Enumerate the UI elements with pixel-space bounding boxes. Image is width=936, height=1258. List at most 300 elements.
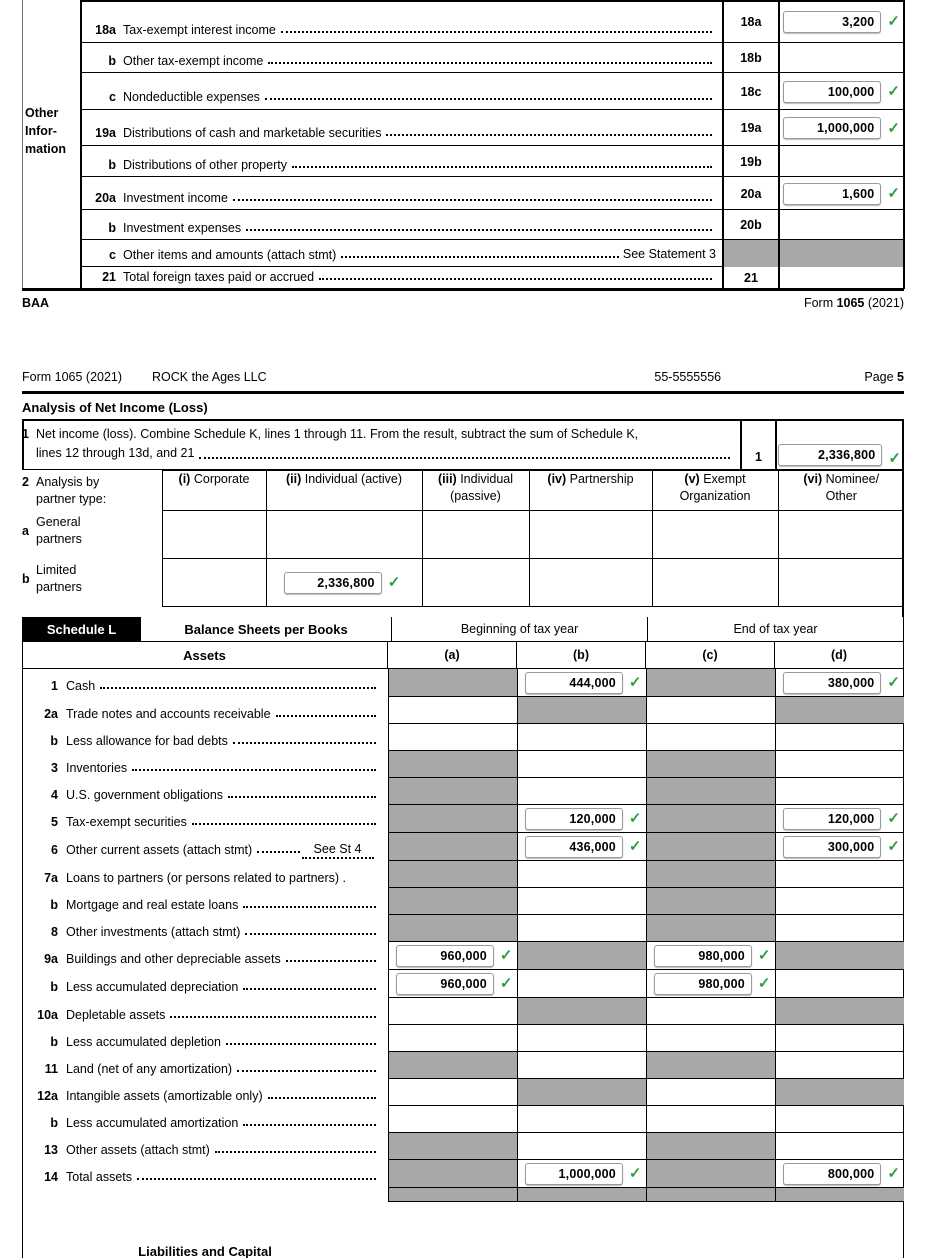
schedule-l-value-cell: [388, 778, 517, 805]
dot-leader: [228, 789, 375, 798]
other-info-amount-cell: [778, 110, 903, 146]
schedule-l-value-cell: [388, 833, 517, 861]
table-row: [22, 1133, 904, 1160]
form-footer-suffix: (2021): [864, 296, 904, 310]
schedule-l-value-cell: [775, 888, 904, 915]
schedule-l-line-number: 11: [44, 1061, 58, 1076]
table-row: [22, 751, 904, 778]
schedule-l-value-cell: [775, 1188, 904, 1202]
other-info-amount-cell: [778, 210, 903, 240]
other-info-line-number: 18a: [95, 23, 116, 37]
analysis-col-header-v: [652, 471, 778, 511]
schedule-l-value-cell: [388, 669, 517, 697]
col-roman-i: (i): [178, 472, 191, 486]
analysis-partner-cell: [162, 559, 266, 607]
other-info-row: [80, 146, 904, 177]
dot-leader: [132, 762, 375, 771]
schedule-l-value-cell: [775, 751, 904, 778]
schedule-l-value-cell: [775, 778, 904, 805]
schedule-l-value-cell: [775, 805, 904, 833]
table-row: [22, 970, 904, 998]
schedule-l-value-cell: [775, 669, 904, 697]
other-info-row: [80, 177, 904, 210]
schedule-l-line-number: 12a: [37, 1088, 58, 1103]
analysis-partner-label-1: General: [36, 514, 81, 529]
other-info-line-code: 19a: [722, 110, 778, 146]
schedule-l-row-label: [22, 861, 388, 888]
schedule-l-row-label: [22, 778, 388, 805]
other-info-line-code: [722, 240, 778, 267]
schedule-l-value-cell: [517, 888, 646, 915]
form-footer-number: 1065: [836, 296, 865, 310]
schedule-l-value-cell: [517, 1079, 646, 1106]
schedule-l-value-cell: [517, 1025, 646, 1052]
amount-input[interactable]: 100,000: [783, 81, 881, 103]
table-row: [22, 1079, 904, 1106]
schedule-l-row-label: [22, 697, 388, 724]
dot-leader: [268, 1090, 376, 1099]
other-info-row-description: [80, 240, 722, 267]
amount-input[interactable]: 120,000: [525, 808, 623, 830]
analysis-partner-rows: [22, 511, 904, 607]
schedule-l-row-label: [22, 1106, 388, 1133]
amount-input[interactable]: 960,000: [396, 973, 494, 995]
header-entity-name: ROCK the Ages LLC: [152, 370, 267, 384]
schedule-l-value-cell: [775, 724, 904, 751]
other-info-row-description: [80, 43, 722, 73]
schedule-l-row-label: [22, 1079, 388, 1106]
schedule-l-line-text: Mortgage and real estate loans: [66, 897, 239, 912]
schedule-l-col-b: (b): [517, 642, 646, 668]
analysis-partner-cell: [778, 511, 904, 559]
statement-reference[interactable]: See Statement 3: [622, 247, 716, 261]
col-roman-iii: (iii): [437, 472, 457, 486]
schedule-l-value-cell: [646, 861, 775, 888]
analysis-partner-cell: [778, 559, 904, 607]
schedule-l-value-cell: [388, 915, 517, 942]
validated-check-icon: ✓: [757, 975, 771, 992]
col-roman-v: (v): [684, 472, 700, 486]
other-info-line-code: 18c: [722, 73, 778, 110]
other-info-row: [80, 73, 904, 110]
amount-input[interactable]: 960,000: [396, 945, 494, 967]
form-footer-label: [804, 296, 904, 310]
schedule-l-value-cell: [646, 970, 775, 998]
other-info-line-code: 20b: [722, 210, 778, 240]
statement-reference[interactable]: See St 4: [314, 842, 362, 857]
analysis-column-header-row: [22, 471, 904, 511]
header-page-label: Page: [864, 370, 898, 384]
other-info-row: [80, 210, 904, 240]
amount-input[interactable]: 1,600: [783, 183, 881, 205]
schedule-l-line-number: 6: [51, 843, 58, 857]
col-roman-vi: (vi): [803, 472, 823, 486]
baa-label: BAA: [22, 296, 50, 310]
other-info-amount-cell: [778, 267, 903, 289]
analysis-line-1-input[interactable]: 2,336,800: [778, 444, 882, 466]
analysis-line-2-label-1: Analysis by: [36, 474, 100, 489]
amount-input[interactable]: 2,336,800: [284, 572, 382, 594]
analysis-line-1-number: 1: [22, 427, 29, 441]
analysis-section-title: Analysis of Net Income (Loss): [22, 400, 208, 415]
other-info-line-text: Investment income: [123, 191, 228, 205]
schedule-l-rows: [22, 669, 904, 1202]
dot-leader: [351, 872, 375, 881]
dot-leader: [100, 680, 375, 689]
analysis-partner-cell: [529, 559, 652, 607]
schedule-l-value-cell: [775, 1133, 904, 1160]
other-info-code-column-border: [722, 0, 724, 289]
schedule-l-value-cell: [517, 1160, 646, 1188]
schedule-l-value-cell: [646, 1160, 775, 1188]
other-info-amount-cell: [778, 240, 903, 267]
other-info-line-text: Nondeductible expenses: [123, 90, 260, 104]
col-text-i: Corporate: [193, 472, 250, 486]
validated-check-icon: ✓: [887, 185, 900, 202]
schedule-l-line-number: b: [50, 980, 58, 994]
schedule-l-value-cell: [517, 915, 646, 942]
analysis-line-1-text-2: lines 12 through 13d, and 21: [36, 446, 195, 460]
schedule-l-value-cell: [388, 1188, 517, 1202]
other-info-row-description: [80, 210, 722, 240]
col-text-vi: Nominee/: [825, 472, 880, 486]
col-text-iii-2: (passive): [450, 489, 501, 503]
amount-input[interactable]: 120,000: [783, 808, 881, 830]
amount-input[interactable]: 436,000: [525, 836, 623, 858]
side-label-line-1: Other: [25, 106, 59, 120]
schedule-l-row-label: [22, 915, 388, 942]
liabilities-and-capital-title: Liabilities and Capital: [138, 1244, 272, 1258]
schedule-l-value-cell: [388, 697, 517, 724]
other-info-line-text: Distributions of other property: [123, 158, 287, 172]
dot-leader: [199, 450, 730, 459]
header-page: [864, 370, 904, 384]
schedule-l-line-number: 1: [51, 679, 58, 694]
schedule-l-line-text: Less accumulated depreciation: [66, 980, 239, 994]
other-info-line-number: c: [109, 248, 116, 262]
other-info-line-text: Distributions of cash and marketable securities: [123, 126, 382, 140]
dot-leader: [243, 981, 375, 990]
schedule-l-value-cell: [517, 697, 646, 724]
other-info-line-text: Investment expenses: [123, 221, 242, 235]
table-row: [22, 724, 904, 751]
other-info-row-description: [80, 146, 722, 177]
dot-leader: [246, 222, 712, 231]
schedule-l-value-cell: [775, 970, 904, 998]
schedule-l-row-label: [22, 724, 388, 751]
schedule-l-value-cell: [646, 778, 775, 805]
table-row: [22, 1025, 904, 1052]
schedule-l-value-cell: [646, 1188, 775, 1202]
schedule-l-value-cell: [775, 915, 904, 942]
schedule-l-value-cell: [388, 724, 517, 751]
dot-leader: [257, 844, 299, 853]
schedule-l-value-cell: [646, 1025, 775, 1052]
validated-check-icon: ✓: [499, 947, 513, 964]
section-bottom-rule: [22, 288, 904, 291]
schedule-l-line-text: Other investments (attach stmt): [66, 924, 241, 939]
side-label-line-3: mation: [25, 142, 66, 156]
schedule-l-line-text: Other current assets (attach stmt): [66, 843, 253, 857]
table-row: [22, 998, 904, 1025]
other-info-row: [80, 267, 904, 289]
other-info-row: [80, 240, 904, 267]
schedule-l-row-label: [22, 751, 388, 778]
schedule-l-section: [22, 617, 904, 1202]
schedule-l-value-cell: [646, 833, 775, 861]
table-row: [22, 833, 904, 861]
schedule-l-value-cell: [517, 1106, 646, 1133]
col-text-ii: Individual (active): [304, 472, 403, 486]
analysis-line-2-label-2: partner type:: [36, 491, 107, 506]
col-text-v-2: Organization: [679, 489, 751, 503]
schedule-l-value-cell: [517, 724, 646, 751]
schedule-l-line-number: b: [50, 733, 58, 748]
analysis-line-2-label: [22, 471, 162, 511]
schedule-l-header-row: [22, 617, 904, 642]
other-info-amount-cell: [778, 177, 903, 210]
schedule-l-value-cell: [517, 1188, 646, 1202]
other-info-line-code: 20a: [722, 177, 778, 210]
other-info-line-number: 20a: [95, 191, 116, 205]
schedule-l-row-label: [22, 805, 388, 833]
analysis-partner-type-grid: [22, 470, 904, 607]
dot-leader: [245, 926, 375, 935]
amount-input[interactable]: 3,200: [783, 11, 881, 33]
page-header-rule: [22, 391, 904, 394]
dot-leader: [226, 1036, 376, 1045]
other-info-line-code: 18a: [722, 0, 778, 43]
col-roman-ii: (ii): [285, 472, 302, 486]
table-row: [22, 778, 904, 805]
schedule-l-line-text: Inventories: [66, 760, 128, 775]
analysis-col-header-vi: [778, 471, 904, 511]
table-row: [22, 697, 904, 724]
other-info-line-text: Total foreign taxes paid or accrued: [123, 270, 315, 284]
table-row: [22, 861, 904, 888]
amount-input[interactable]: 300,000: [783, 836, 881, 858]
schedule-l-col-d: (d): [775, 642, 904, 668]
schedule-l-value-cell: [646, 1133, 775, 1160]
validated-check-icon: ✓: [757, 947, 771, 964]
schedule-l-row-label: [22, 970, 388, 998]
dot-leader: [233, 735, 376, 744]
other-information-side-label: [22, 104, 80, 158]
validated-check-icon: ✓: [887, 810, 900, 827]
dot-leader: [281, 24, 712, 33]
schedule-l-value-cell: [388, 805, 517, 833]
analysis-line-1-description: [22, 421, 740, 469]
dot-leader: [215, 1144, 376, 1153]
schedule-l-value-cell: [775, 942, 904, 970]
validated-check-icon: ✓: [887, 838, 900, 855]
analysis-partner-cell: [652, 511, 778, 559]
schedule-l-value-cell: [517, 805, 646, 833]
analysis-partner-row-number: b: [22, 571, 30, 586]
dot-leader: [386, 127, 712, 136]
other-info-row: [80, 0, 904, 43]
amount-input[interactable]: 980,000: [654, 973, 752, 995]
table-row: [22, 942, 904, 970]
schedule-l-value-cell: [775, 833, 904, 861]
schedule-l-value-cell: [517, 778, 646, 805]
schedule-l-value-cell: [388, 998, 517, 1025]
dot-leader: [237, 1063, 375, 1072]
schedule-l-line-text: Less accumulated amortization: [66, 1115, 239, 1130]
schedule-l-line-number: 14: [44, 1170, 58, 1184]
validated-check-icon: ✓: [499, 975, 513, 992]
analysis-of-net-income-table: [22, 421, 904, 617]
table-row: [22, 1052, 904, 1079]
schedule-l-line-text: Depletable assets: [66, 1007, 166, 1022]
schedule-l-value-cell: [646, 697, 775, 724]
schedule-l-line-number: 10a: [37, 1007, 58, 1022]
dot-leader: [319, 271, 712, 280]
schedule-l-beginning-header: Beginning of tax year: [392, 617, 648, 641]
schedule-l-value-cell: [517, 861, 646, 888]
schedule-l-value-cell: [646, 888, 775, 915]
col-roman-iv: (iv): [547, 472, 567, 486]
validated-check-icon: ✓: [887, 13, 900, 30]
amount-input[interactable]: 800,000: [783, 1163, 881, 1185]
schedule-l-row-label: [22, 1160, 388, 1188]
amount-input[interactable]: 444,000: [525, 672, 623, 694]
analysis-line-1-row: [22, 421, 904, 470]
schedule-l-line-number: b: [50, 1115, 58, 1130]
dot-leader: [276, 708, 376, 717]
schedule-l-value-cell: [388, 1025, 517, 1052]
schedule-l-line-text: Other assets (attach stmt): [66, 1142, 210, 1157]
page-header: [22, 370, 904, 384]
schedule-l-value-cell: [775, 1052, 904, 1079]
schedule-l-value-cell: [775, 1106, 904, 1133]
validated-check-icon: ✓: [887, 674, 900, 691]
other-info-line-number: b: [108, 221, 116, 235]
analysis-partner-label-2: partners: [36, 579, 82, 594]
schedule-l-value-cell: [388, 888, 517, 915]
schedule-l-row-label: [22, 1052, 388, 1079]
other-info-line-code: 19b: [722, 146, 778, 177]
schedule-l-value-cell: [517, 751, 646, 778]
schedule-l-row-label: [22, 1133, 388, 1160]
schedule-l-line-text: Loans to partners (or persons related to partners) .: [66, 870, 347, 885]
schedule-l-line-number: 8: [51, 924, 58, 939]
schedule-l-value-cell: [388, 942, 517, 970]
amount-input[interactable]: 380,000: [783, 672, 881, 694]
table-row: [22, 805, 904, 833]
other-info-row-description: [80, 0, 722, 43]
validated-check-icon: ✓: [628, 810, 642, 827]
schedule-l-line-number: b: [50, 1034, 58, 1049]
analysis-partner-row-label: [22, 559, 162, 607]
analysis-line-1-text-1: Net income (loss). Combine Schedule K, lines 1 through 11. From the result, subtract the sum of Schedule K,: [36, 427, 639, 441]
schedule-l-row-label: [22, 833, 388, 861]
analysis-col-header-i: [162, 471, 266, 511]
schedule-l-value-cell: [775, 1025, 904, 1052]
schedule-l-row-label: [22, 888, 388, 915]
analysis-col-header-ii: [266, 471, 422, 511]
schedule-l-line-text: Buildings and other depreciable assets: [66, 952, 281, 966]
analysis-partner-label-2: partners: [36, 531, 82, 546]
schedule-l-value-cell: [646, 724, 775, 751]
dot-leader: [341, 249, 619, 258]
other-info-line-number: 19a: [95, 126, 116, 140]
schedule-l-value-cell: [646, 751, 775, 778]
other-info-line-text: Tax-exempt interest income: [123, 23, 276, 37]
schedule-l-line-text: Less accumulated depletion: [66, 1034, 221, 1049]
schedule-l-line-number: 4: [51, 787, 58, 802]
schedule-l-value-cell: [646, 998, 775, 1025]
dot-leader: [265, 91, 712, 100]
other-info-amount-cell: [778, 73, 903, 110]
validated-check-icon: ✓: [628, 1165, 642, 1182]
schedule-l-col-c: (c): [646, 642, 775, 668]
analysis-partner-label-1: Limited: [36, 562, 77, 577]
amount-input[interactable]: 1,000,000: [783, 117, 881, 139]
amount-input[interactable]: 1,000,000: [525, 1163, 623, 1185]
dot-leader: [292, 159, 712, 168]
col-text-vi-2: Other: [825, 489, 857, 503]
schedule-l-value-cell: [388, 1079, 517, 1106]
amount-input[interactable]: 980,000: [654, 945, 752, 967]
validated-check-icon: ✓: [628, 838, 642, 855]
analysis-partner-cell: [422, 559, 529, 607]
other-info-right-border: [903, 0, 905, 289]
schedule-l-line-number: b: [50, 897, 58, 912]
schedule-l-line-text: Less allowance for bad debts: [66, 733, 228, 748]
analysis-partner-cell: [266, 559, 422, 607]
analysis-partner-row-label: [22, 511, 162, 559]
analysis-col-header-iii: [422, 471, 529, 511]
table-row: [22, 915, 904, 942]
schedule-l-line-text: Cash: [66, 679, 96, 694]
schedule-l-value-cell: [388, 970, 517, 998]
other-info-line-number: b: [108, 158, 116, 172]
schedule-l-value-cell: [775, 861, 904, 888]
other-information-section: [22, 0, 904, 290]
other-info-line-code: 21: [722, 267, 778, 289]
dot-leader: [243, 899, 375, 908]
other-info-line-code: 18b: [722, 43, 778, 73]
analysis-partner-cell: [266, 511, 422, 559]
schedule-l-value-cell: [646, 805, 775, 833]
schedule-l-value-cell: [646, 1052, 775, 1079]
schedule-l-line-text: Trade notes and accounts receivable: [66, 706, 271, 721]
other-info-line-number: 21: [102, 270, 116, 284]
other-info-line-text: Other items and amounts (attach stmt): [123, 248, 337, 262]
schedule-l-line-text: U.S. government obligations: [66, 787, 224, 802]
other-info-line-text: Other tax-exempt income: [123, 54, 264, 68]
schedule-l-value-cell: [775, 998, 904, 1025]
schedule-l-value-cell: [517, 1052, 646, 1079]
schedule-l-value-cell: [775, 697, 904, 724]
schedule-l-value-cell: [517, 1133, 646, 1160]
schedule-l-line-number: 7a: [44, 870, 58, 885]
statement-underline: [302, 857, 374, 859]
schedule-l-title: Balance Sheets per Books: [141, 617, 392, 641]
schedule-l-line-number: 13: [44, 1142, 58, 1157]
schedule-l-badge: Schedule L: [22, 617, 141, 641]
other-info-amount-cell: [778, 43, 903, 73]
schedule-l-value-cell: [517, 833, 646, 861]
schedule-l-value-cell: [517, 669, 646, 697]
schedule-l-row-label: [22, 942, 388, 970]
schedule-l-line-text: Tax-exempt securities: [66, 815, 187, 829]
dot-leader: [268, 55, 712, 64]
schedule-l-value-cell: [388, 1052, 517, 1079]
schedule-l-row-label: [22, 998, 388, 1025]
other-info-row-description: [80, 177, 722, 210]
